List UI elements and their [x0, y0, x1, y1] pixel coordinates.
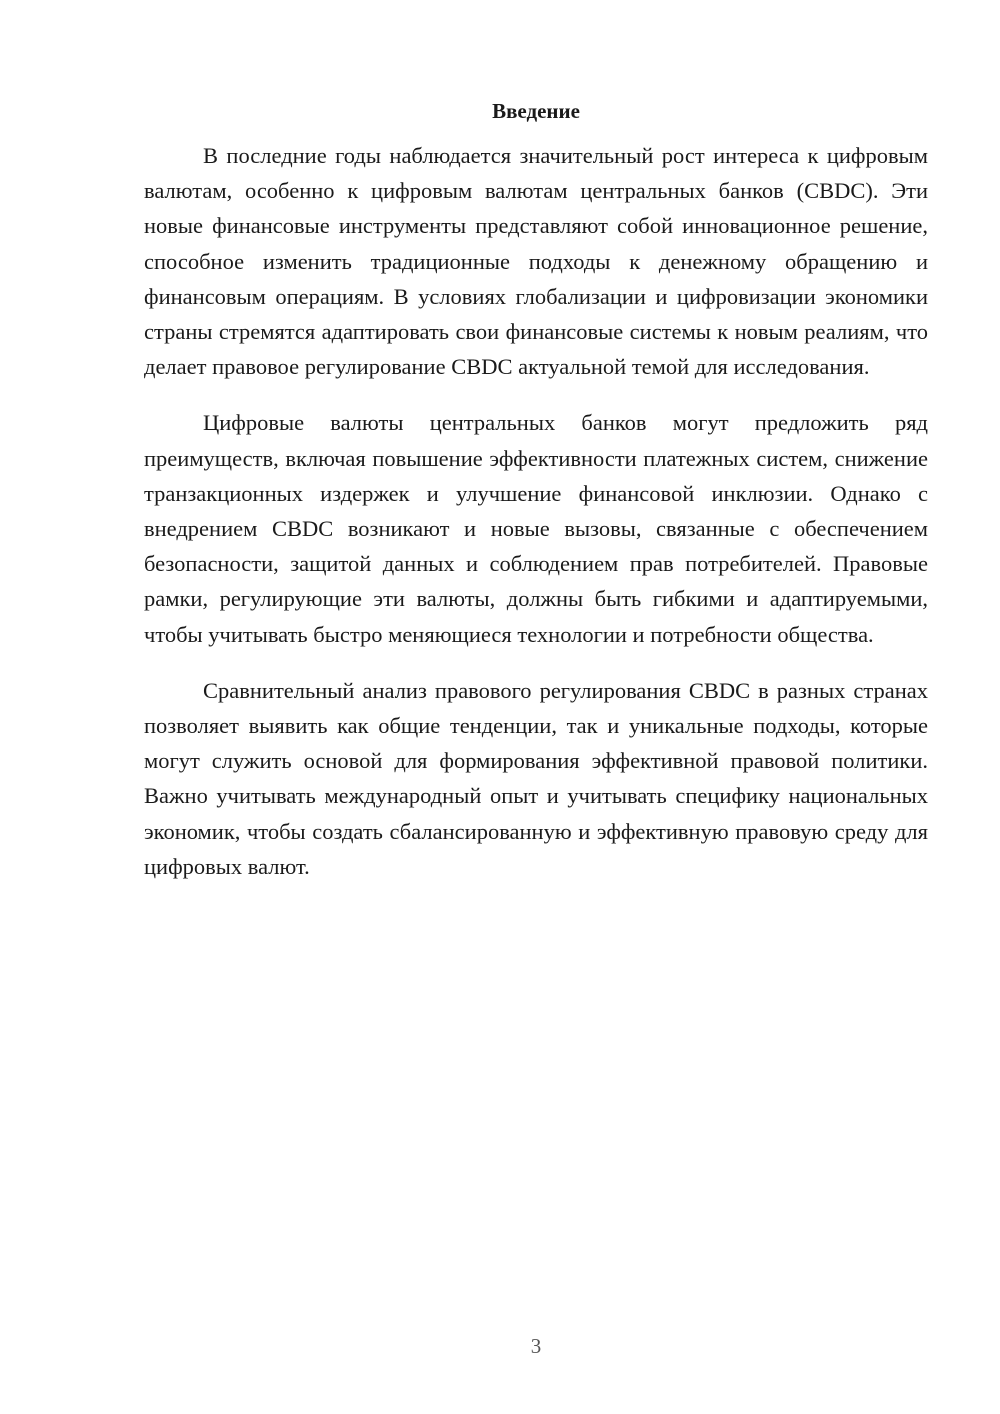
paragraph-3: Сравнительный анализ правового регулирования CBDC в разных странах позволяет выявить как общие тенденции, так и уникальные подходы, которые могут служить основой для формирования эффективной правовой политики. Важно учитывать международный опыт и учитывать специфику национальных экономик, чтобы создать сбалансированную и эффективную правовую среду для цифровых валют. [144, 677, 928, 879]
page-number: 3 [530, 1334, 542, 1358]
paragraph-1: В последние годы наблюдается значительный рост интереса к цифровым валютам, особенно к цифровым валютам центральных банков (CBDC). Эти новые финансовые инструменты представляют собой инновационное решение, способное изменить традиционные подходы к денежному обращению и финансовым операциям. В условиях глобализации и цифровизации экономики страны стремятся адаптировать свои финансовые системы к новым реалиям, что делает правовое регулирование CBDC актуальной темой для исследования. [144, 143, 928, 380]
paragraph-2: Цифровые валюты центральных банков могут предложить ряд преимуществ, включая повышение эффективности платежных систем, снижение транзакционных издержек и улучшение финансовой инклюзии. Однако с внедрением CBDC возникают и новые вызовы, связанные с обеспечением безопасности, защитой данных и соблюдением прав потребителей. Правовые рамки, регулирующие эти валюты, должны быть гибкими и адаптируемыми, чтобы учитывать быстро меняющиеся технологии и потребности общества. [144, 410, 928, 647]
page-content [144, 96, 928, 905]
section-title: Введение [492, 99, 580, 123]
